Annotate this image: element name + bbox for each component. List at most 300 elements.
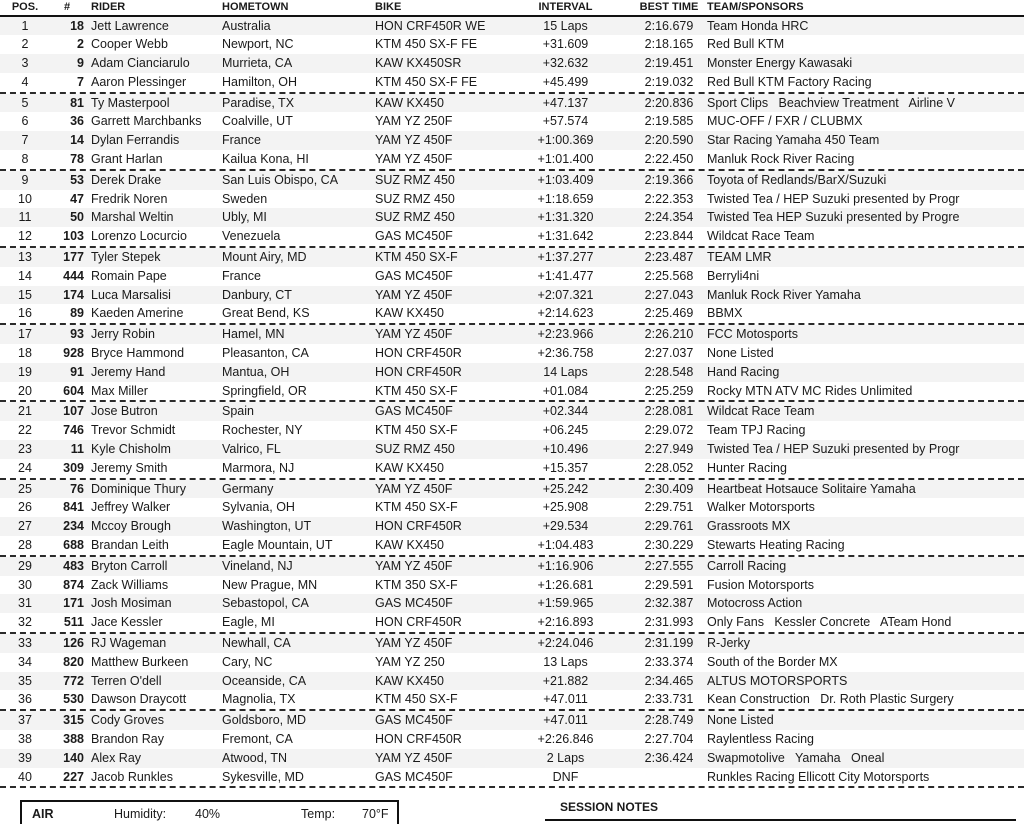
pos-cell: 19	[18, 364, 32, 379]
best-time-cell: 2:32.387	[644, 596, 694, 611]
best-time-cell: 2:22.450	[644, 152, 694, 167]
pos-cell: 17	[18, 327, 32, 342]
interval-cell: +2:16.893	[537, 615, 594, 630]
rider-cell: Max Miller	[91, 383, 148, 398]
rider-cell: Brandon Ray	[91, 731, 164, 746]
rider-cell: Dominique Thury	[91, 481, 186, 496]
pos-cell: 15	[18, 287, 32, 302]
result-group	[0, 634, 1024, 711]
table-row	[0, 150, 1024, 169]
rider-cell: Kaeden Amerine	[91, 306, 184, 321]
interval-cell: +01.084	[542, 383, 589, 398]
best-time-cell: 2:27.704	[644, 731, 694, 746]
pos-cell: 26	[18, 500, 32, 515]
rider-cell: Jace Kessler	[91, 615, 163, 630]
pos-cell: 38	[18, 731, 32, 746]
team-cell: Wildcat Race Team	[707, 229, 815, 244]
interval-cell: +1:41.477	[537, 268, 594, 283]
interval-cell: 2 Laps	[546, 750, 585, 765]
pos-cell: 33	[18, 636, 32, 650]
bike-cell: HON CRF450R	[375, 615, 462, 630]
table-row	[0, 711, 1024, 730]
interval-cell: +25.242	[542, 481, 589, 496]
bike-cell: HON CRF450R	[375, 364, 462, 379]
rider-cell: Cody Groves	[91, 713, 164, 728]
hometown-cell: Cary, NC	[222, 654, 273, 669]
team-cell: Stewarts Heating Racing	[707, 538, 845, 553]
hometown-cell: Hamel, MN	[222, 327, 285, 342]
air-label: AIR	[32, 807, 54, 822]
temperature-label: Temp:	[301, 807, 336, 822]
pos-cell: 4	[21, 74, 29, 89]
number-cell: 81	[70, 95, 84, 110]
pos-cell: 20	[18, 383, 32, 398]
table-row	[0, 749, 1024, 768]
rider-cell: Marshal Weltin	[91, 210, 174, 225]
interval-cell: +21.882	[542, 673, 589, 688]
bike-cell: KTM 450 SX-F	[375, 250, 458, 265]
bike-cell: GAS MC450F	[375, 769, 453, 784]
best-time-cell: 2:27.037	[644, 346, 694, 361]
table-row	[0, 304, 1024, 323]
hometown-cell: Venezuela	[222, 229, 281, 244]
number-cell: 140	[63, 750, 84, 765]
table-row	[0, 517, 1024, 536]
interval-cell: +29.534	[542, 519, 589, 534]
interval-cell: +1:31.642	[537, 229, 594, 244]
column-header-interval: INTERVAL	[538, 1, 593, 14]
number-cell: 444	[63, 268, 84, 283]
pos-cell: 18	[18, 346, 32, 361]
hometown-cell: Rochester, NY	[222, 423, 303, 438]
team-cell: Team Honda HRC	[707, 18, 809, 33]
bike-cell: KAW KX450	[375, 95, 445, 110]
interval-cell: +2:26.846	[537, 731, 594, 746]
number-cell: 103	[63, 229, 84, 244]
bike-cell: KAW KX450	[375, 673, 445, 688]
pos-cell: 37	[18, 713, 32, 728]
table-row	[0, 480, 1024, 499]
number-cell: 227	[63, 769, 84, 784]
table-row	[0, 267, 1024, 286]
rider-cell: Kyle Chisholm	[91, 442, 171, 457]
best-time-cell: 2:19.585	[644, 114, 694, 129]
bike-cell: GAS MC450F	[375, 268, 453, 283]
interval-cell: +2:07.321	[537, 287, 594, 302]
number-cell: 36	[70, 114, 84, 129]
interval-cell: +1:18.659	[537, 191, 594, 206]
interval-cell: +57.574	[542, 114, 589, 129]
number-cell: 78	[70, 152, 84, 167]
bike-cell: KTM 450 SX-F	[375, 383, 458, 398]
table-row	[0, 421, 1024, 440]
result-group	[0, 171, 1024, 248]
best-time-cell: 2:20.590	[644, 133, 694, 148]
best-time-cell: 2:20.836	[644, 95, 694, 110]
pos-cell: 31	[18, 596, 32, 611]
best-time-cell: 2:24.354	[644, 210, 694, 225]
pos-cell: 8	[21, 152, 29, 167]
table-row	[0, 440, 1024, 459]
rider-cell: Grant Harlan	[91, 152, 163, 167]
interval-cell: +2:23.966	[537, 327, 594, 342]
hometown-cell: Marmora, NJ	[222, 460, 295, 475]
best-time-cell: 2:25.259	[644, 383, 694, 398]
best-time-cell: 2:26.210	[644, 327, 694, 342]
interval-cell: +1:04.483	[537, 538, 594, 553]
team-cell: None Listed	[707, 713, 774, 728]
interval-cell: +1:01.400	[537, 152, 594, 167]
rider-cell: Dawson Draycott	[91, 692, 187, 707]
pos-cell: 1	[21, 18, 29, 33]
number-cell: 604	[63, 383, 84, 398]
table-row	[0, 190, 1024, 209]
number-cell: 530	[63, 692, 84, 707]
interval-cell: +1:26.681	[537, 577, 594, 592]
team-cell: Twisted Tea HEP Suzuki presented by Progre	[707, 210, 960, 225]
table-row	[0, 653, 1024, 672]
rider-cell: Jett Lawrence	[91, 18, 169, 33]
number-cell: 107	[63, 404, 84, 419]
number-cell: 14	[70, 133, 84, 148]
number-cell: 2	[77, 37, 84, 52]
hometown-cell: Sylvania, OH	[222, 500, 295, 515]
rider-cell: Jeremy Smith	[91, 460, 168, 475]
pos-cell: 28	[18, 538, 32, 553]
table-row	[0, 248, 1024, 267]
best-time-cell: 2:29.751	[644, 500, 694, 515]
bike-cell: KTM 450 SX-F	[375, 423, 458, 438]
number-cell: 388	[63, 731, 84, 746]
hometown-cell: Great Bend, KS	[222, 306, 310, 321]
best-time-cell: 2:25.568	[644, 268, 694, 283]
rider-cell: Lorenzo Locurcio	[91, 229, 187, 244]
table-row	[0, 17, 1024, 36]
table-row	[0, 325, 1024, 344]
hometown-cell: France	[222, 268, 261, 283]
team-cell: Sport Clips Beachview Treatment Airline V	[707, 95, 956, 110]
rider-cell: Bryton Carroll	[91, 558, 168, 573]
table-row	[0, 286, 1024, 305]
number-cell: 511	[63, 615, 84, 630]
interval-cell: +25.908	[542, 500, 589, 515]
rider-cell: Mccoy Brough	[91, 519, 171, 534]
bike-cell: HON CRF450R WE	[375, 18, 486, 33]
pos-cell: 10	[18, 191, 32, 206]
rider-cell: Adam Cianciarulo	[91, 56, 190, 71]
rider-cell: Jerry Robin	[91, 327, 155, 342]
team-cell: Heartbeat Hotsauce Solitaire Yamaha	[707, 481, 916, 496]
result-group	[0, 557, 1024, 634]
interval-cell: +1:00.369	[537, 133, 594, 148]
interval-cell: +1:03.409	[537, 172, 594, 187]
best-time-cell: 2:25.469	[644, 306, 694, 321]
interval-cell: 15 Laps	[543, 18, 588, 33]
rider-cell: Trevor Schmidt	[91, 423, 176, 438]
hometown-cell: Germany	[222, 481, 274, 496]
hometown-cell: Sweden	[222, 191, 268, 206]
interval-cell: +1:37.277	[537, 250, 594, 265]
result-group	[0, 711, 1024, 788]
rider-cell: Dylan Ferrandis	[91, 133, 180, 148]
number-cell: 234	[63, 519, 84, 534]
bike-cell: KTM 350 SX-F	[375, 577, 458, 592]
column-header-hometown: HOMETOWN	[222, 1, 289, 14]
number-cell: 841	[63, 500, 84, 515]
pos-cell: 6	[21, 114, 29, 129]
column-header-number: #	[63, 1, 71, 14]
hometown-cell: Sebastopol, CA	[222, 596, 309, 611]
table-row	[0, 73, 1024, 92]
rider-cell: Luca Marsalisi	[91, 287, 171, 302]
best-time-cell: 2:28.052	[644, 460, 694, 475]
table-row	[0, 768, 1024, 787]
number-cell: 309	[63, 460, 84, 475]
interval-cell: +1:59.965	[537, 596, 594, 611]
bike-cell: GAS MC450F	[375, 229, 453, 244]
hometown-cell: Spain	[222, 404, 254, 419]
pos-cell: 29	[18, 558, 32, 573]
bike-cell: GAS MC450F	[375, 596, 453, 611]
number-cell: 688	[63, 538, 84, 553]
hometown-cell: Magnolia, TX	[222, 692, 296, 707]
team-cell: Runkles Racing Ellicott City Motorsports	[707, 769, 930, 784]
team-cell: Kean Construction Dr. Roth Plastic Surgery	[707, 692, 954, 707]
bike-cell: GAS MC450F	[375, 404, 453, 419]
table-row	[0, 382, 1024, 401]
rider-cell: Derek Drake	[91, 172, 162, 187]
bike-cell: GAS MC450F	[375, 713, 453, 728]
team-cell: Hand Racing	[707, 364, 780, 379]
team-cell: ALTUS MOTORSPORTS	[707, 673, 848, 688]
bike-cell: KTM 450 SX-F FE	[375, 74, 478, 89]
team-cell: Raylentless Racing	[707, 731, 814, 746]
humidity-label: Humidity:	[114, 807, 167, 822]
pos-cell: 30	[18, 577, 32, 592]
pos-cell: 36	[18, 692, 32, 707]
bike-cell: SUZ RMZ 450	[375, 210, 455, 225]
bike-cell: HON CRF450R	[375, 519, 462, 534]
pos-cell: 27	[18, 519, 32, 534]
best-time-cell: 2:28.749	[644, 713, 694, 728]
best-time-cell: 2:28.081	[644, 404, 694, 419]
column-header-pos: POS.	[11, 1, 39, 14]
rider-cell: RJ Wageman	[91, 636, 167, 650]
table-row	[0, 402, 1024, 421]
team-cell: Berryli4ni	[707, 268, 760, 283]
hometown-cell: Newhall, CA	[222, 636, 291, 650]
rider-cell: Jose Butron	[91, 404, 158, 419]
table-row	[0, 94, 1024, 113]
number-cell: 820	[63, 654, 84, 669]
best-time-cell: 2:29.072	[644, 423, 694, 438]
hometown-cell: Sykesville, MD	[222, 769, 304, 784]
result-group	[0, 17, 1024, 94]
bike-cell: KTM 450 SX-F	[375, 500, 458, 515]
result-group	[0, 480, 1024, 557]
bike-cell: KTM 450 SX-F FE	[375, 37, 478, 52]
hometown-cell: Pleasanton, CA	[222, 346, 309, 361]
rider-cell: Tyler Stepek	[91, 250, 161, 265]
pos-cell: 5	[21, 95, 29, 110]
interval-cell: +15.357	[542, 460, 589, 475]
rider-cell: Fredrik Noren	[91, 191, 168, 206]
table-header-row	[0, 0, 1024, 17]
interval-cell: +45.499	[542, 74, 589, 89]
bike-cell: KTM 450 SX-F	[375, 692, 458, 707]
number-cell: 772	[63, 673, 84, 688]
table-row	[0, 730, 1024, 749]
number-cell: 315	[63, 713, 84, 728]
bike-cell: YAM YZ 450F	[375, 750, 453, 765]
bike-cell: SUZ RMZ 450	[375, 442, 455, 457]
best-time-cell: 2:23.844	[644, 229, 694, 244]
bike-cell: KAW KX450	[375, 460, 445, 475]
hometown-cell: Paradise, TX	[222, 95, 295, 110]
bike-cell: HON CRF450R	[375, 346, 462, 361]
best-time-cell: 2:23.487	[644, 250, 694, 265]
team-cell: Swapmotolive Yamaha Oneal	[707, 750, 885, 765]
hometown-cell: Newport, NC	[222, 37, 294, 52]
pos-cell: 39	[18, 750, 32, 765]
best-time-cell: 2:22.353	[644, 191, 694, 206]
team-cell: Wildcat Race Team	[707, 404, 815, 419]
team-cell: Twisted Tea / HEP Suzuki presented by Progr	[707, 442, 960, 457]
rider-cell: Terren O'dell	[91, 673, 162, 688]
hometown-cell: San Luis Obispo, CA	[222, 172, 339, 187]
table-row	[0, 171, 1024, 190]
rider-cell: Zack Williams	[91, 577, 169, 592]
column-header-bike: BIKE	[375, 1, 402, 14]
table-row	[0, 208, 1024, 227]
bike-cell: YAM YZ 250F	[375, 114, 453, 129]
best-time-cell: 2:19.451	[644, 56, 694, 71]
pos-cell: 7	[21, 133, 29, 148]
bike-cell: HON CRF450R	[375, 731, 462, 746]
hometown-cell: Eagle Mountain, UT	[222, 538, 333, 553]
table-row	[0, 672, 1024, 691]
team-cell: Red Bull KTM Factory Racing	[707, 74, 872, 89]
interval-cell: +06.245	[542, 423, 589, 438]
hometown-cell: Springfield, OR	[222, 383, 307, 398]
pos-cell: 40	[18, 769, 32, 784]
interval-cell: DNF	[552, 769, 579, 784]
table-row	[0, 227, 1024, 246]
best-time-cell: 2:18.165	[644, 37, 694, 52]
best-time-cell: 2:16.679	[644, 18, 694, 33]
table-row	[0, 576, 1024, 595]
best-time-cell: 2:27.043	[644, 287, 694, 302]
pos-cell: 25	[18, 481, 32, 496]
team-cell: BBMX	[707, 306, 743, 321]
interval-cell: 13 Laps	[543, 654, 588, 669]
hometown-cell: Washington, UT	[222, 519, 312, 534]
table-row	[0, 54, 1024, 73]
number-cell: 93	[70, 327, 84, 342]
best-time-cell: 2:33.374	[644, 654, 694, 669]
number-cell: 483	[63, 558, 84, 573]
team-cell: Carroll Racing	[707, 558, 787, 573]
bike-cell: YAM YZ 250	[375, 654, 445, 669]
rider-cell: Jacob Runkles	[91, 769, 173, 784]
pos-cell: 12	[18, 229, 32, 244]
team-cell: Team TPJ Racing	[707, 423, 806, 438]
team-cell: Walker Motorsports	[707, 500, 815, 515]
rider-cell: Ty Masterpool	[91, 95, 170, 110]
pos-cell: 9	[21, 172, 29, 187]
number-cell: 177	[63, 250, 84, 265]
pos-cell: 23	[18, 442, 32, 457]
number-cell: 174	[63, 287, 84, 302]
result-group	[0, 325, 1024, 402]
pos-cell: 3	[21, 56, 29, 71]
hometown-cell: Goldsboro, MD	[222, 713, 307, 728]
interval-cell: +47.011	[543, 692, 588, 707]
number-cell: 47	[70, 191, 84, 206]
pos-cell: 24	[18, 460, 32, 475]
hometown-cell: Vineland, NJ	[222, 558, 293, 573]
results-table-body	[0, 17, 1024, 789]
number-cell: 928	[63, 346, 84, 361]
hometown-cell: Oceanside, CA	[222, 673, 307, 688]
interval-cell: +2:24.046	[537, 636, 594, 650]
table-row	[0, 112, 1024, 131]
team-cell: Manluk Rock River Yamaha	[707, 287, 861, 302]
best-time-cell: 2:19.366	[644, 172, 694, 187]
sheet-footer	[0, 788, 1024, 823]
interval-cell: +32.632	[542, 56, 589, 71]
number-cell: 50	[70, 210, 84, 225]
humidity-value: 40%	[195, 807, 221, 822]
hometown-cell: Kailua Kona, HI	[222, 152, 309, 167]
number-cell: 746	[63, 423, 84, 438]
best-time-cell: 2:27.949	[644, 442, 694, 457]
hometown-cell: Hamilton, OH	[222, 74, 298, 89]
column-header-rider: RIDER	[91, 1, 126, 14]
best-time-cell: 2:36.424	[644, 750, 694, 765]
best-time-cell: 2:34.465	[644, 673, 694, 688]
team-cell: Red Bull KTM	[707, 37, 785, 52]
hometown-cell: Mount Airy, MD	[222, 250, 307, 265]
rider-cell: Jeffrey Walker	[91, 500, 171, 515]
table-row	[0, 634, 1024, 653]
interval-cell: +31.609	[542, 37, 589, 52]
team-cell: Grassroots MX	[707, 519, 791, 534]
table-row	[0, 690, 1024, 709]
bike-cell: KAW KX450	[375, 306, 445, 321]
temperature-value: 70°F	[362, 807, 389, 822]
table-row	[0, 536, 1024, 555]
rider-cell: Josh Mosiman	[91, 596, 172, 611]
result-group	[0, 248, 1024, 325]
hometown-cell: Mantua, OH	[222, 364, 290, 379]
table-row	[0, 35, 1024, 54]
hometown-cell: Eagle, MI	[222, 615, 275, 630]
best-time-cell: 2:31.199	[644, 636, 694, 650]
best-time-cell: 2:27.555	[644, 558, 694, 573]
interval-cell: +10.496	[542, 442, 589, 457]
team-cell: R-Jerky	[707, 636, 751, 650]
hometown-cell: Danbury, CT	[222, 287, 292, 302]
team-cell: TEAM LMR	[707, 250, 772, 265]
team-cell: Fusion Motorsports	[707, 577, 814, 592]
interval-cell: +47.137	[542, 95, 589, 110]
interval-cell: 14 Laps	[543, 364, 588, 379]
best-time-cell: 2:28.548	[644, 364, 694, 379]
number-cell: 89	[70, 306, 84, 321]
best-time-cell: 2:29.761	[644, 519, 694, 534]
rider-cell: Matthew Burkeen	[91, 654, 189, 669]
